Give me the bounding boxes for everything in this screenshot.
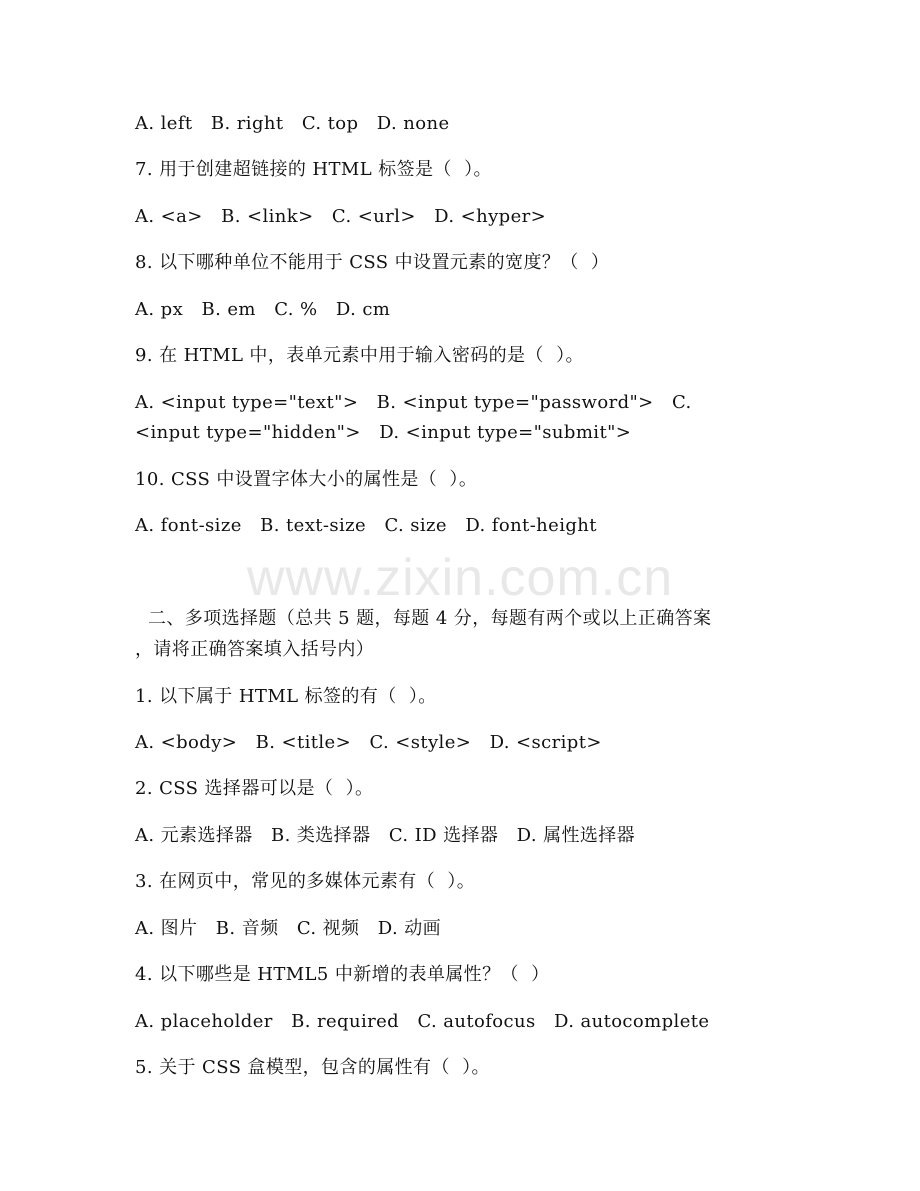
- q9-options-line1: A. <input type="text"> B. <input type="password"> C.: [135, 392, 692, 413]
- mq4-options: A. placeholder B. required C. autofocus D. autocomplete: [135, 1011, 710, 1032]
- mq3-question: 3. 在网页中，常见的多媒体元素有（ ）。: [135, 871, 476, 892]
- q9-options-line2: <input type="hidden"> D. <input type="submit">: [135, 422, 632, 443]
- mq3-options: A. 图片 B. 音频 C. 视频 D. 动画: [135, 918, 442, 939]
- mq1-options: A. <body> B. <title> C. <style> D. <script>: [135, 732, 602, 753]
- q7-question: 7. 用于创建超链接的 HTML 标签是（ ）。: [135, 159, 492, 180]
- q10-options: A. font-size B. text-size C. size D. font-height: [135, 515, 597, 536]
- watermark: www.zixin.com.cn: [246, 549, 674, 607]
- q8-options: A. px B. em C. % D. cm: [135, 299, 391, 320]
- mq2-question: 2. CSS 选择器可以是（ ）。: [135, 778, 374, 799]
- mq5-question: 5. 关于 CSS 盒模型，包含的属性有（ ）。: [135, 1057, 490, 1078]
- mq1-question: 1. 以下属于 HTML 标签的有（ ）。: [135, 686, 437, 707]
- q6-options: A. left B. right C. top D. none: [135, 113, 450, 134]
- section-heading: 二、多项选择题（总共 5 题，每题 4 分，每题有两个或以上正确答案: [148, 608, 712, 629]
- q8-question: 8. 以下哪种单位不能用于 CSS 中设置元素的宽度？（ ）: [135, 252, 610, 273]
- mq2-options: A. 元素选择器 B. 类选择器 C. ID 选择器 D. 属性选择器: [135, 825, 636, 846]
- section-heading-cont: ，请将正确答案填入括号内）: [135, 639, 375, 660]
- q7-options: A. <a> B. <link> C. <url> D. <hyper>: [135, 206, 547, 227]
- mq4-question: 4. 以下哪些是 HTML5 中新增的表单属性？（ ）: [135, 964, 550, 985]
- q9-question: 9. 在 HTML 中，表单元素中用于输入密码的是（ ）。: [135, 345, 584, 366]
- q10-question: 10. CSS 中设置字体大小的属性是（ ）。: [135, 469, 478, 490]
